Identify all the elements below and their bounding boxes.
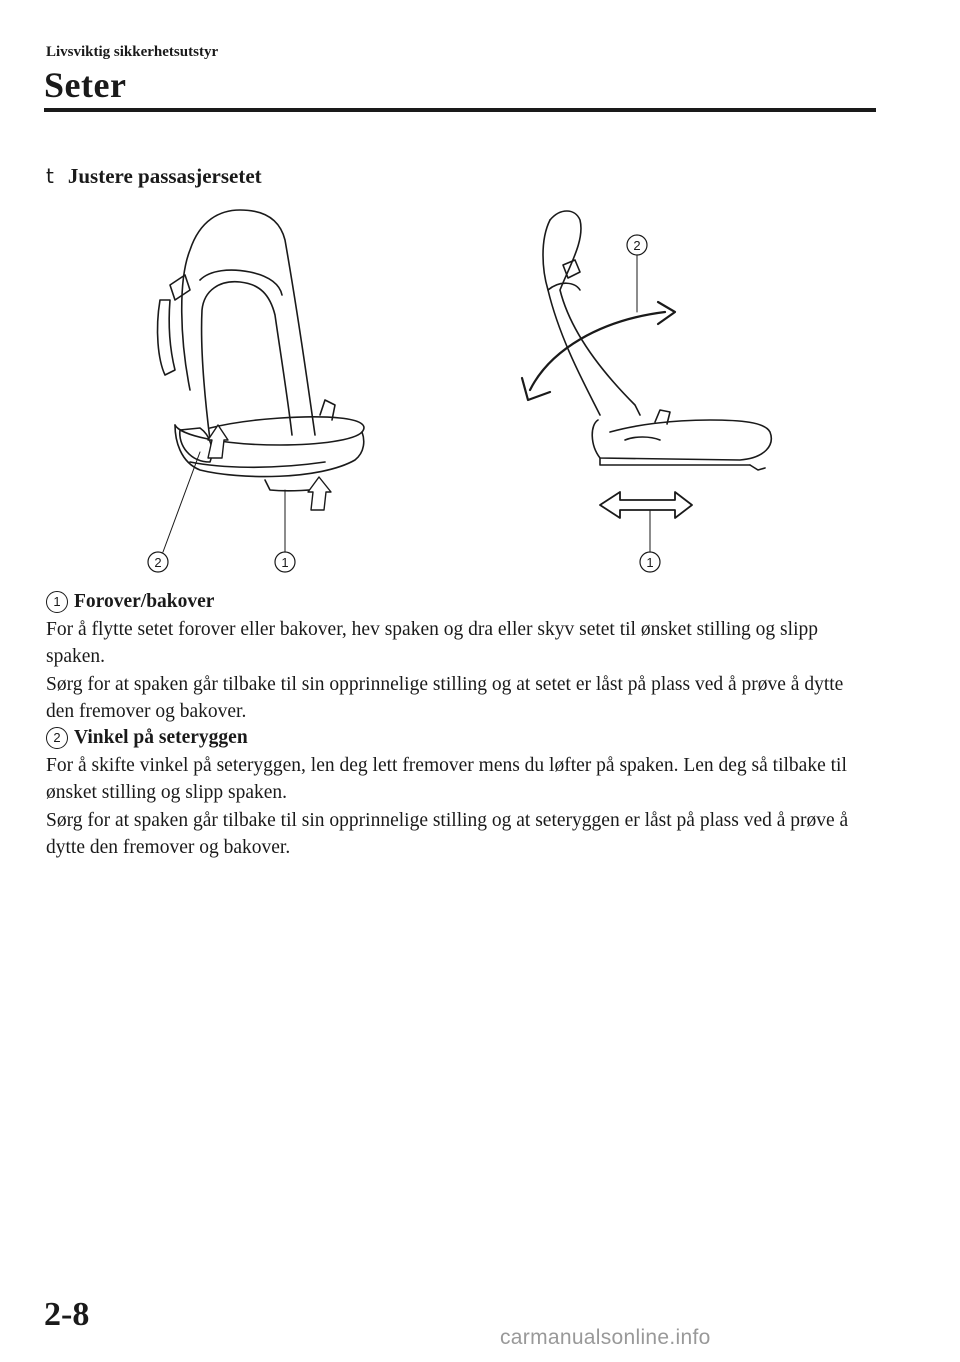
item-2-paragraph-1: For å skifte vinkel på seteryggen, len deg lett fremover mens du løfter på spaken. Len deg så tilbake til ønsket stilling og slipp spaken. [46, 754, 847, 803]
item-1-paragraph-2: Sørg for at spaken går tilbake til sin opprinnelige stilling og at setet er låst på plass ved å prøve å dytte den fremover og bakover. [46, 673, 844, 722]
item-1-title: Forover/bakover [74, 591, 215, 612]
item-2 [46, 724, 876, 862]
seat-front-view [148, 210, 364, 572]
subsection-title: Justere passasjersetet [67, 164, 262, 188]
circled-number-1-icon: 1 [46, 591, 68, 613]
heading-rule [44, 108, 876, 112]
item-1 [46, 588, 876, 726]
callout-1-left: 1 [281, 555, 289, 570]
item-1-heading [46, 588, 876, 616]
watermark: carmanualsonline.info [500, 1326, 711, 1349]
seat-adjustment-illustration [130, 200, 800, 580]
callout-1-right: 1 [646, 555, 654, 570]
callout-2-right: 2 [633, 238, 641, 253]
section-label: Livsviktig sikkerhetsutstyr [46, 44, 219, 60]
bullet-icon: t [46, 164, 54, 188]
subsection-heading [46, 164, 262, 189]
item-1-paragraph-1: For å flytte setet forover eller bakover, hev spaken og dra eller skyv setet til ønsket stilling og slipp spaken. [46, 618, 818, 667]
item-2-paragraph-2: Sørg for at spaken går tilbake til sin opprinnelige stilling og at seteryggen er låst på plass ved å prøve å dytte den fremover og bakover. [46, 809, 849, 858]
item-2-heading [46, 724, 876, 752]
item-2-title: Vinkel på seteryggen [74, 727, 248, 748]
seat-side-view [522, 211, 771, 572]
callout-2-left: 2 [154, 555, 162, 570]
page-number: 2-8 [44, 1296, 90, 1333]
circled-number-2-icon: 2 [46, 727, 68, 749]
page-title: Seter [44, 65, 127, 105]
